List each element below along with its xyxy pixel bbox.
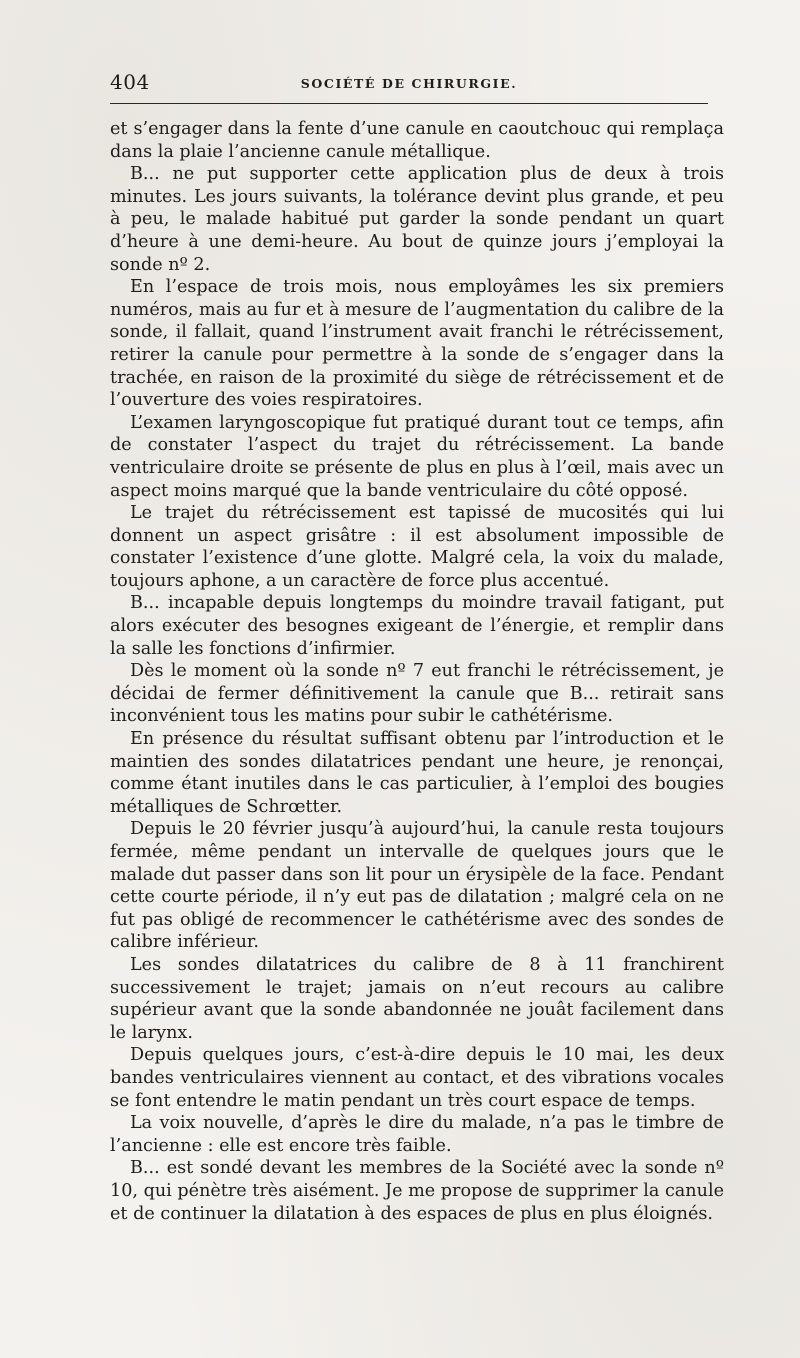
paragraph: B... ne put supporter cette application plus de deux à trois minutes. Les jours suivants, la tolérance devint plus grande, et peu à peu, le malade habitué put garder la sonde pendant un quart d’heure à une demi-heure. Au bout de quinze jours j’employai la sonde nº 2. (110, 164, 724, 275)
paragraph: En l’espace de trois mois, nous employâmes les six premiers numéros, mais au fur et à mesure de l’augmentation du calibre de la sonde, il fallait, quand l’instrument avait franchi le rétrécissement, retirer la canule pour permettre à la sonde de s’engager dans la trachée, en raison de la proximité du siège de rétrécissement et de l’ouverture des voies respiratoires. (110, 277, 724, 411)
body-text (110, 118, 724, 1225)
paragraph: Les sondes dilatatrices du calibre de 8 à 11 franchirent successivement le trajet; jamais on n’eut recours au calibre supérieur avant que la sonde abandonnée ne jouât facilement dans le larynx. (110, 954, 724, 1043)
paragraph: L’examen laryngoscopique fut pratiqué durant tout ce temps, afin de constater l’aspect du trajet du rétrécissement. La bande ventriculaire droite se présente de plus en plus à l’œil, mais avec un aspect moins marqué que la bande ventriculaire du côté opposé. (110, 412, 724, 501)
paragraph: Dès le moment où la sonde nº 7 eut franchi le rétrécissement, je décidai de fermer définitivement la canule que B... retirait sans inconvénient tous les matins pour subir le cathétérisme. (110, 661, 724, 727)
paragraph: B... incapable depuis longtemps du moindre travail fatigant, put alors exécuter des besognes exigeant de l’énergie, et remplir dans la salle les fonctions d’infirmier. (110, 593, 724, 659)
paragraph: Depuis quelques jours, c’est-à-dire depuis le 10 mai, les deux bandes ventriculaires viennent au contact, et des vibrations vocales se font entendre le matin pendant un très court espace de temps. (110, 1045, 724, 1111)
paragraph: Le trajet du rétrécissement est tapissé de mucosités qui lui donnent un aspect grisâtre : il est absolument impossible de constater l’existence d’une glotte. Malgré cela, la voix du malade, toujours aphone, a un caractère de force plus accentué. (110, 503, 724, 591)
header-rule (110, 103, 708, 104)
page-header (110, 70, 708, 98)
running-head: SOCIÉTÉ DE CHIRURGIE. (300, 76, 518, 91)
paragraph: B... est sondé devant les membres de la Société avec la sonde nº 10, qui pénètre très aisément. Je me propose de supprimer la canule et de continuer la dilatation à des espaces de plus en plus éloignés. (110, 1158, 724, 1224)
paragraph: En présence du résultat suffisant obtenu par l’introduction et le maintien des sondes dilatatrices pendant une heure, je renonçai, comme étant inutiles dans le cas particulier, à l’emploi des bougies métalliques de Schrœtter. (110, 729, 724, 817)
paragraph: La voix nouvelle, d’après le dire du malade, n’a pas le timbre de l’ancienne : elle est encore très faible. (110, 1113, 724, 1156)
page-number: 404 (110, 70, 150, 94)
paragraph: Depuis le 20 février jusqu’à aujourd’hui, la canule resta toujours fermée, même pendant un intervalle de quelques jours que le malade dut passer dans son lit pour un érysipèle de la face. Pendant cette courte période, il n’y eut pas de dilatation ; malgré cela on ne fut pas obligé de recommencer le cathétérisme avec des sondes de calibre inférieur. (110, 819, 724, 953)
paragraph: et s’engager dans la fente d’une canule en caoutchouc qui remplaça dans la plaie l’ancienne canule métallique. (110, 119, 724, 162)
